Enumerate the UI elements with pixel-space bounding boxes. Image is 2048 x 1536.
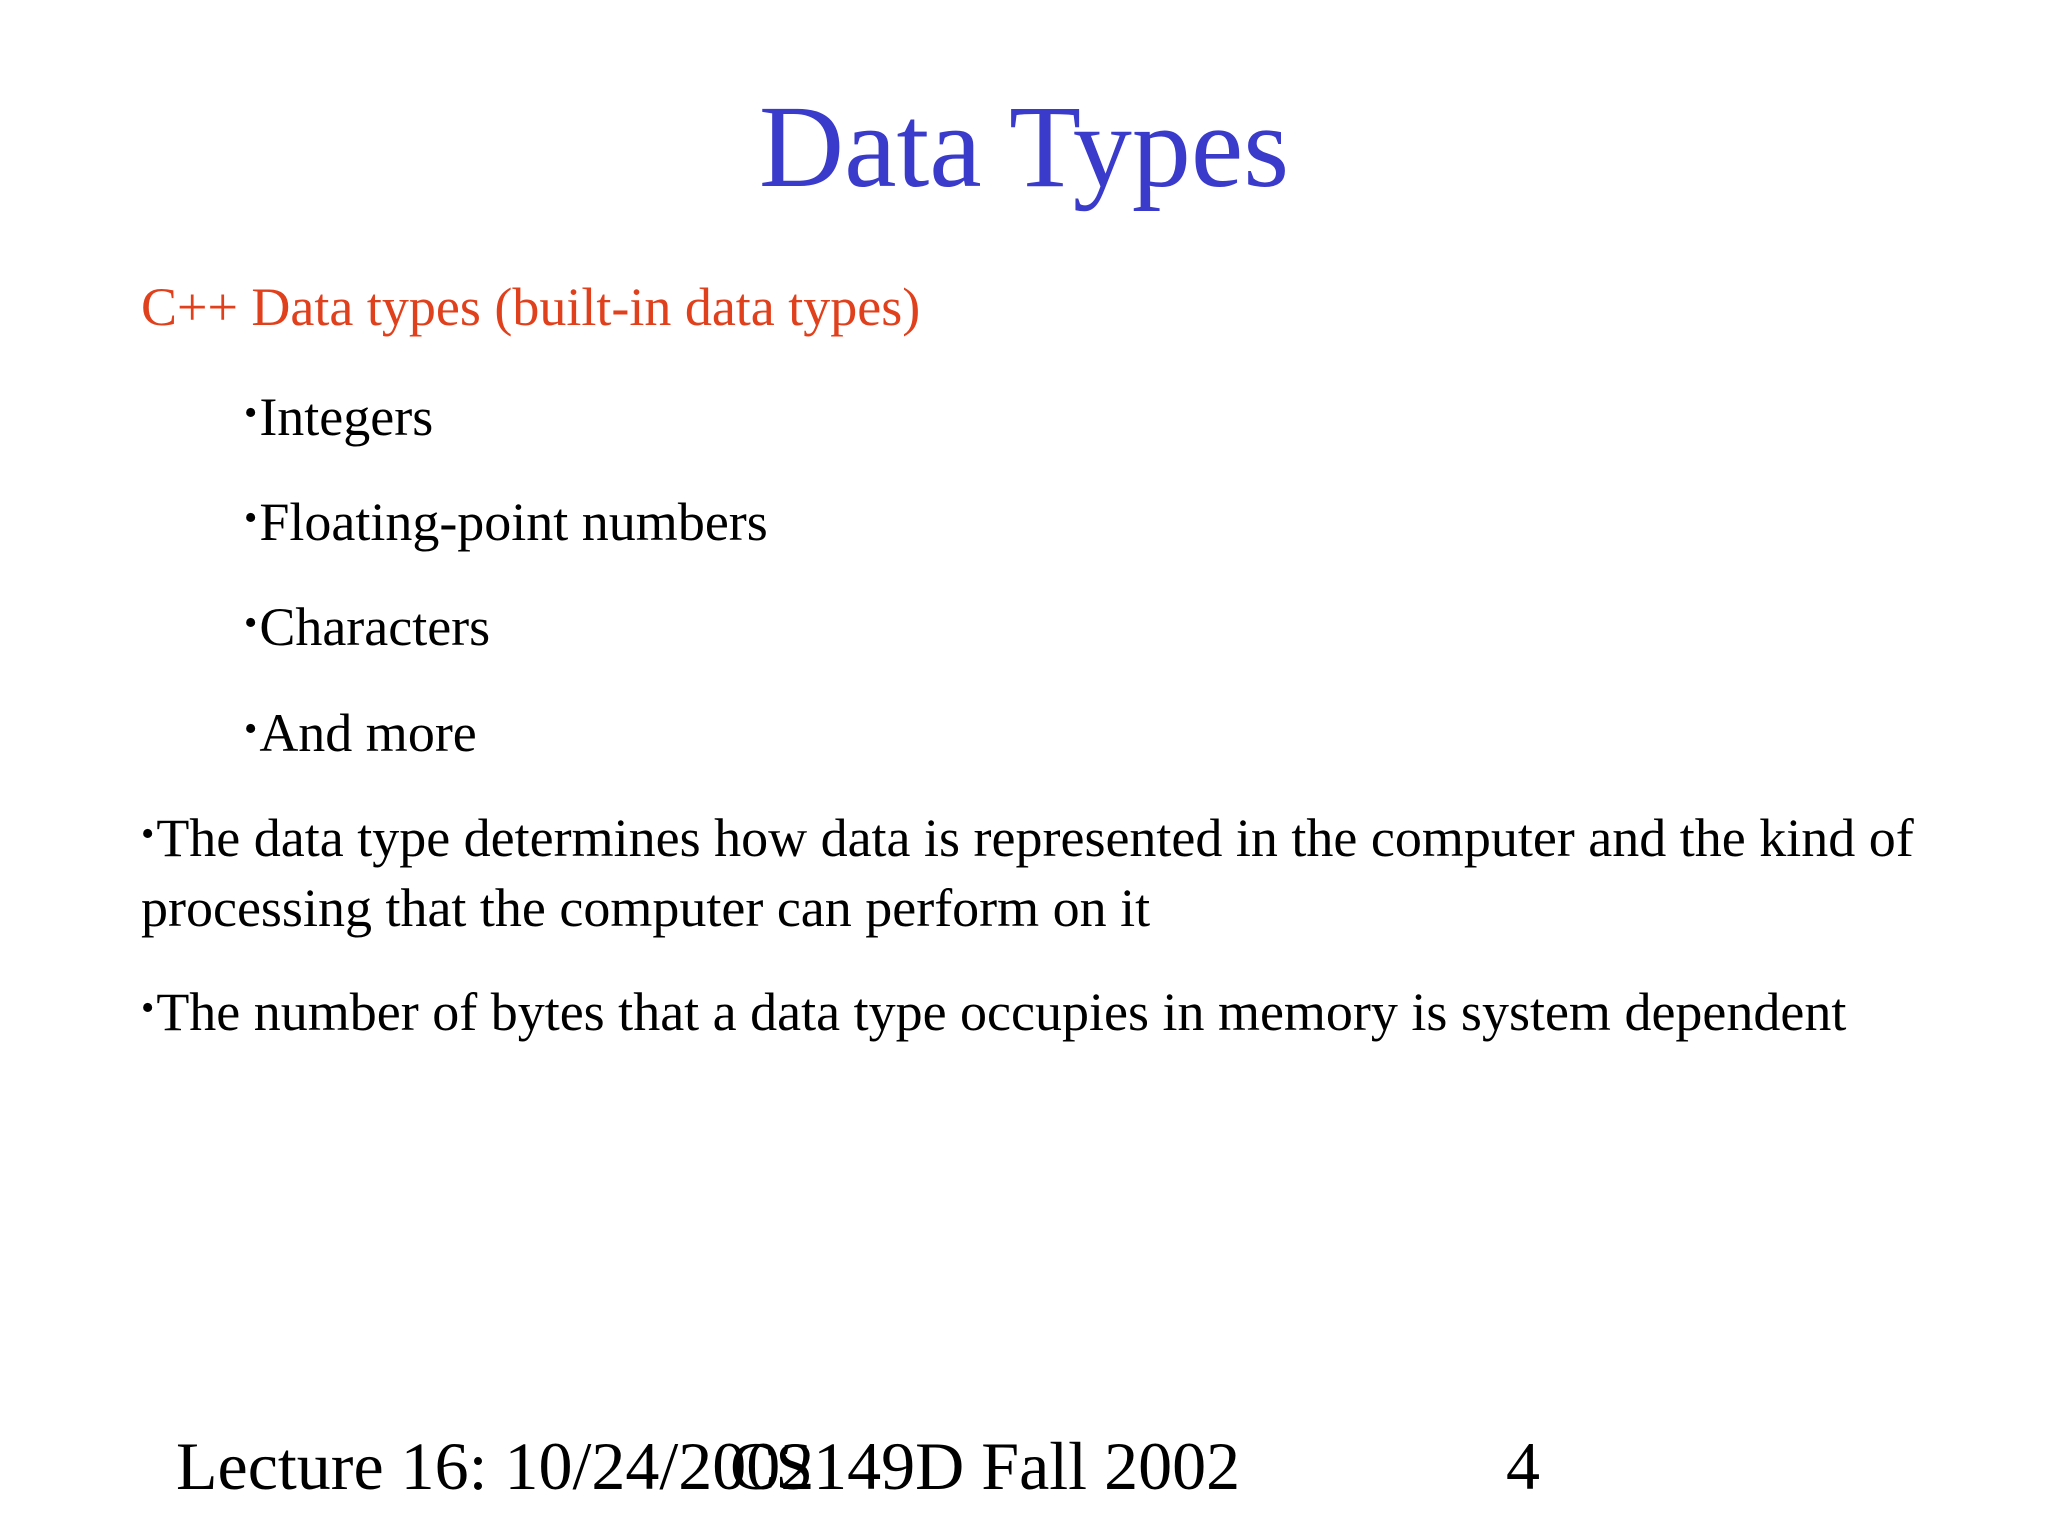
list-item-label: And more (259, 703, 477, 763)
subheading: C++ Data types (built-in data types) (141, 277, 921, 337)
list-item (244, 588, 490, 662)
bullet-icon: • (244, 602, 258, 644)
list-item (244, 378, 433, 452)
bullet-icon: • (244, 497, 258, 539)
bullet-icon: • (141, 813, 155, 855)
bullet-icon: • (244, 708, 258, 750)
list-item (244, 483, 768, 557)
bullet-icon: • (141, 987, 155, 1029)
paragraph (141, 973, 1921, 1047)
footer-course: CS149D Fall 2002 (730, 1428, 1241, 1504)
paragraph (141, 799, 1921, 943)
bullet-icon: • (244, 392, 258, 434)
footer-date: Lecture 16: 10/24/2002 (176, 1428, 815, 1504)
list-item-label: Floating-point numbers (259, 492, 768, 552)
paragraph-text: The number of bytes that a data type occupies in memory is system dependent (156, 982, 1847, 1042)
slide-title: Data Types (758, 81, 1290, 212)
list-item (244, 694, 477, 768)
paragraph-text: The data type determines how data is represented in the computer and the kind of processing that the computer can perform on it (141, 808, 1914, 938)
list-item-label: Characters (259, 597, 491, 657)
list-item-label: Integers (259, 387, 434, 447)
page-number: 4 (1506, 1428, 1540, 1504)
